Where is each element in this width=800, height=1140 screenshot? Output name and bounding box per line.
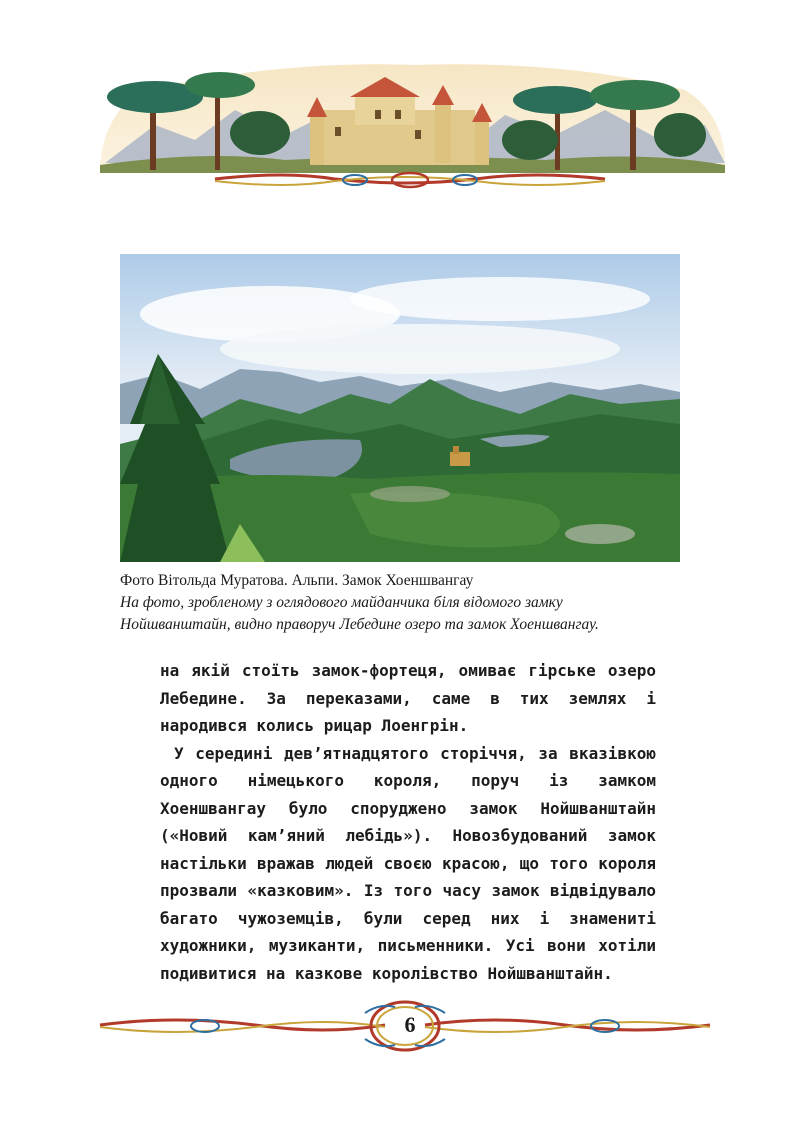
caption-description-line1: На фото, зробленому з оглядового майданчика біля відомого замку <box>120 594 563 611</box>
caption-description-line2: Нойшванштайн, видно праворуч Лебедине озеро та замок Хоеншвангау. <box>120 616 599 633</box>
photo-caption <box>120 570 720 636</box>
alps-lake-castle-photo <box>120 254 680 562</box>
body-text <box>160 657 656 987</box>
paragraph-1: на якій стоїть замок-фортеця, омиває гірське озеро Лебедине. За переказами, саме в тих землях і народився колись рицар Лоенгрін. <box>160 661 656 735</box>
caption-credit: Фото Вітольда Муратова. Альпи. Замок Хоеншвангау <box>120 572 474 589</box>
page-number: 6 <box>404 1012 416 1037</box>
celtic-knot-ornament <box>215 173 605 187</box>
header-illustration <box>85 55 730 190</box>
paragraph-2: У середині дев’ятнадцятого сторіччя, за вказівкою одного німецького короля, поруч із замком Хоеншвангау було споруджено замок Нойшванштайн («Новий кам’яний лебідь»). Новозбудований замок настільки вражав людей своєю красою, що того короля прозвали «казковим». Із того часу замок відвідувало багато чужоземців, були серед них і знамениті художники, музиканти, письменники. Усі вони хотіли подивитися на казкове королівство Нойшванштайн. <box>160 743 656 983</box>
